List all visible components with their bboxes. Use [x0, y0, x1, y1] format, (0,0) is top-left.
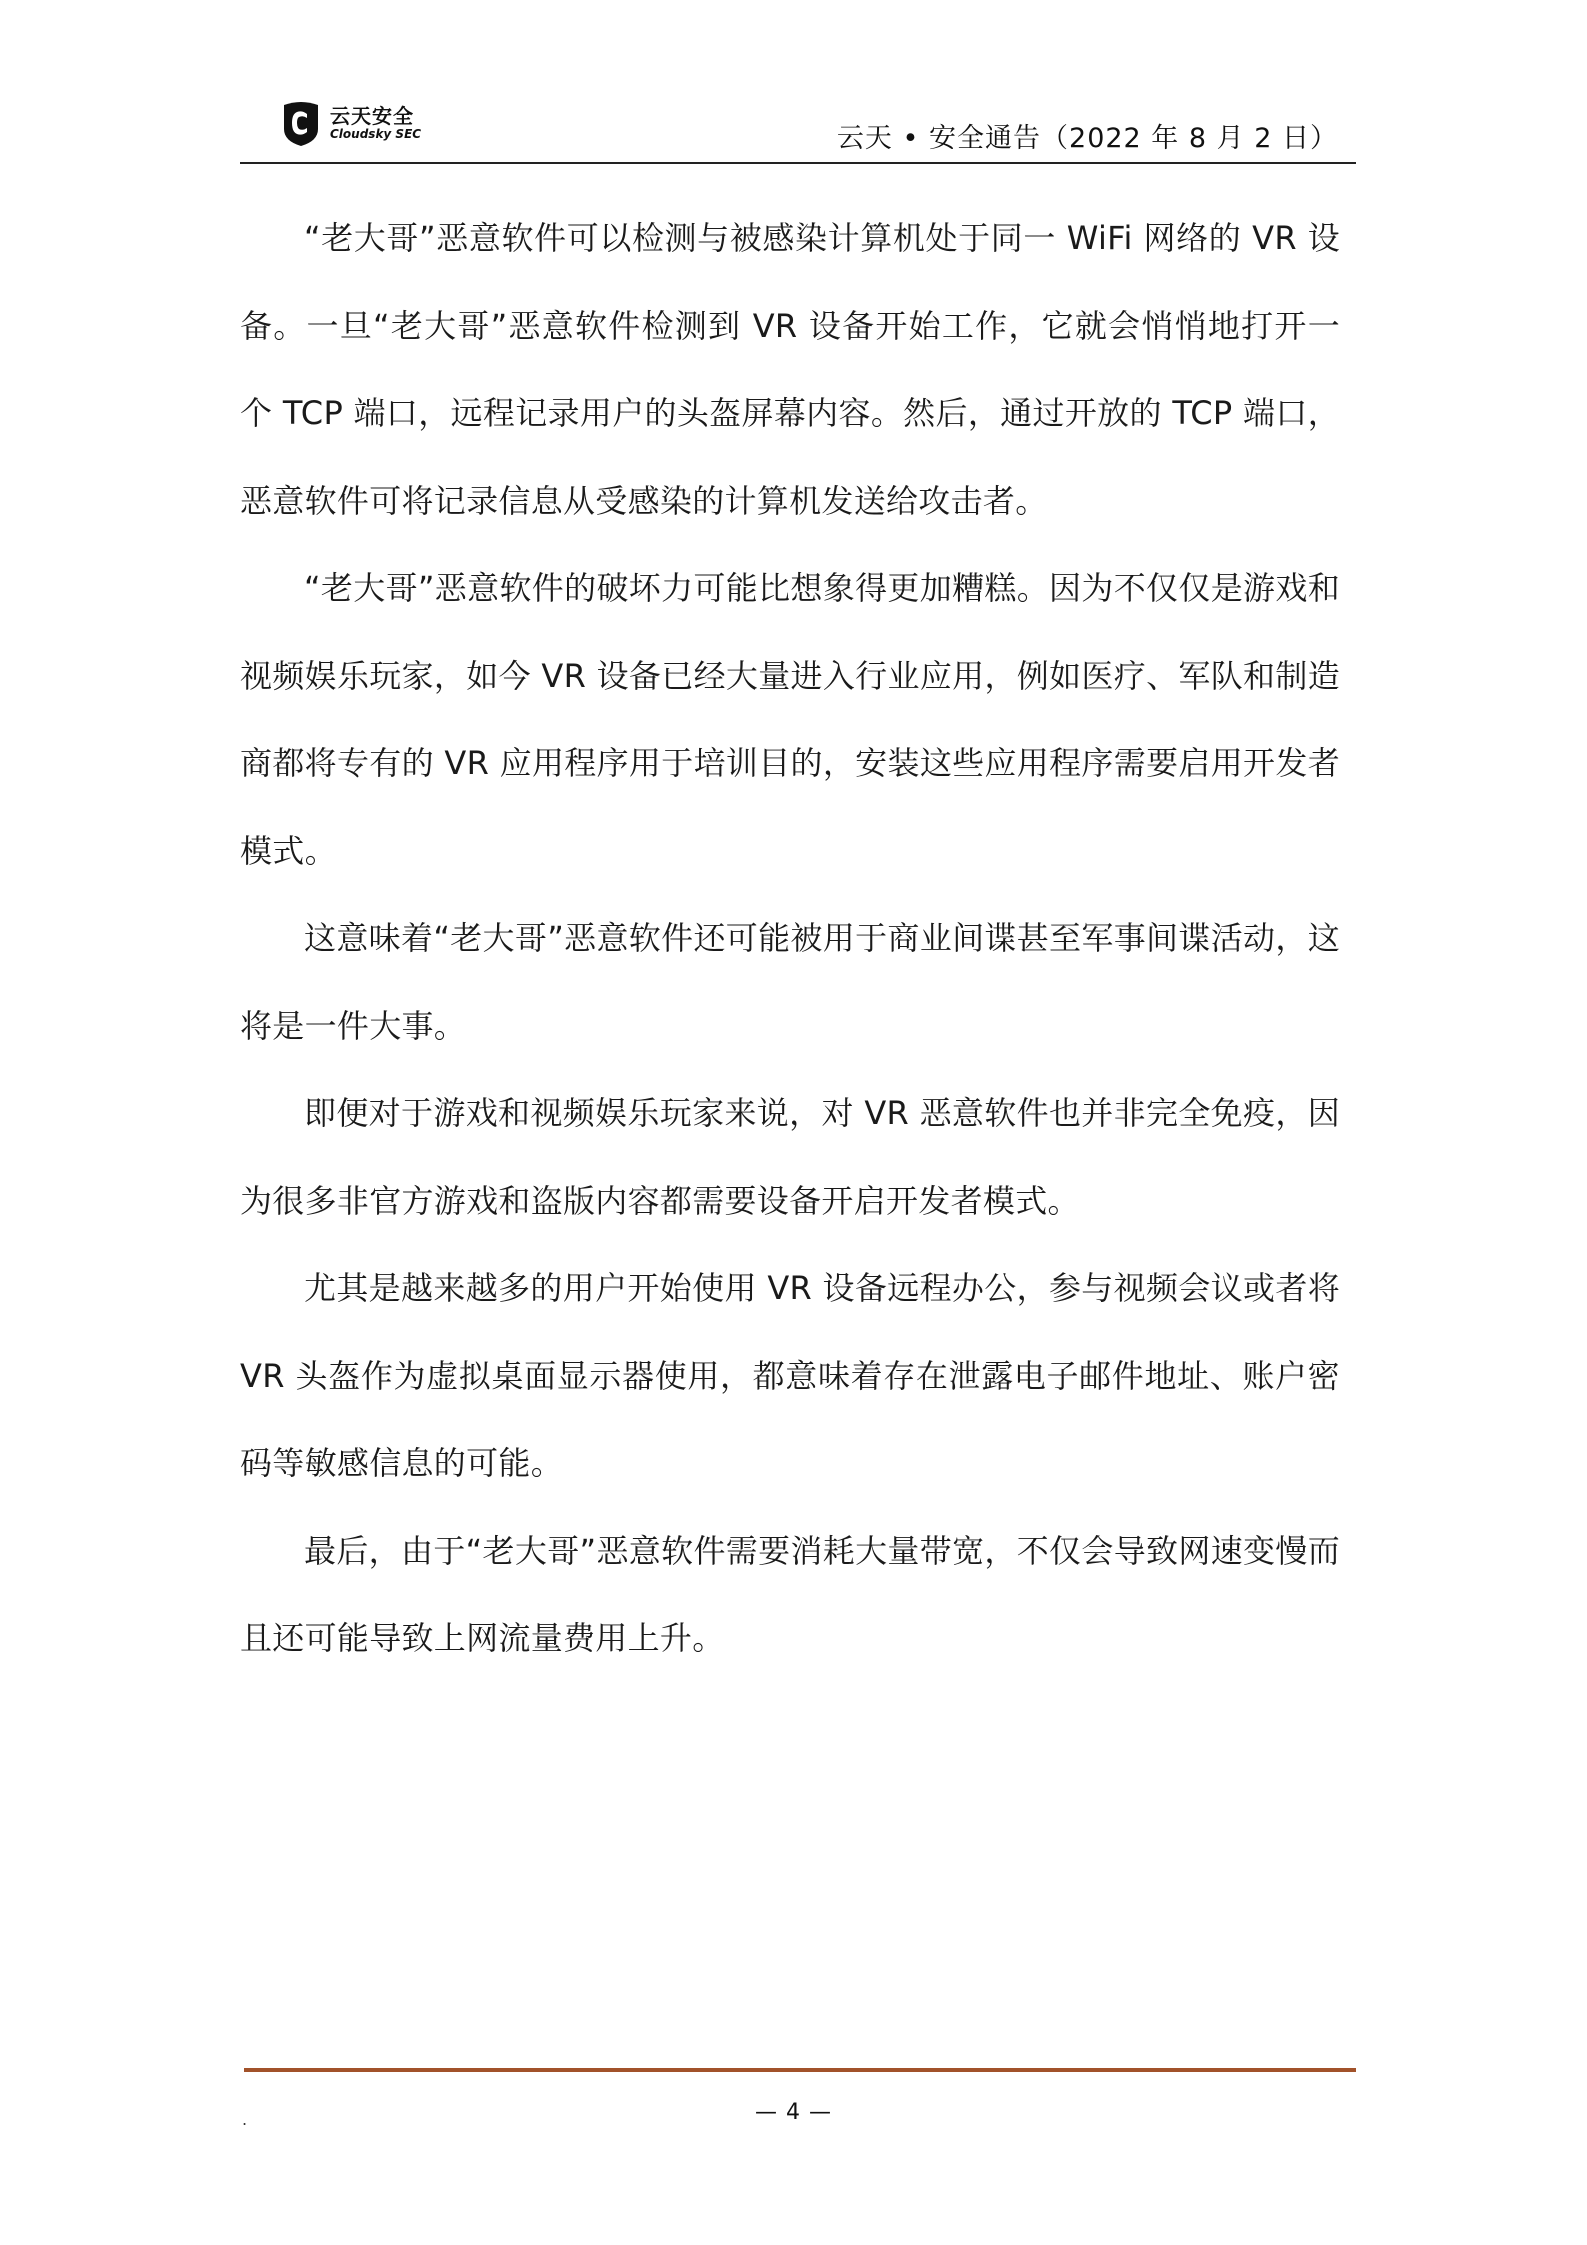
logo-text	[330, 105, 421, 141]
paragraph-3: 这意味着“老大哥”恶意软件还可能被用于商业间谍甚至军事间谍活动，这将是一件大事。	[240, 919, 1340, 1045]
paragraph-2: “老大哥”恶意软件的破坏力可能比想象得更加糟糕。因为不仅仅是游戏和视频娱乐玩家，如今 VR 设备已经大量进入行业应用，例如医疗、军队和制造商都将专有的 VR 应用程序用于培训目的，安装这些应用程序需要启用开发者模式。	[240, 569, 1340, 870]
paragraph-1: “老大哥”恶意软件可以检测与被感染计算机处于同一 WiFi 网络的 VR 设备。一旦“老大哥”恶意软件检测到 VR 设备开始工作，它就会悄悄地打开一个 TCP 端口，远程记录用户的头盔屏幕内容。然后，通过开放的 TCP 端口，恶意软件可将记录信息从受感染的计算机发送给攻击者。	[240, 219, 1340, 520]
footer-dot: .	[242, 2110, 248, 2129]
paragraph-5: 尤其是越来越多的用户开始使用 VR 设备远程办公，参与视频会议或者将 VR 头盔作为虚拟桌面显示器使用，都意味着存在泄露电子邮件地址、账户密码等敏感信息的可能。	[240, 1269, 1340, 1482]
footer-divider	[244, 2068, 1356, 2072]
header-title: 云天 • 安全通告（2022 年 8 月 2 日）	[836, 123, 1338, 154]
cloudsky-shield-logo-icon	[280, 99, 322, 147]
logo-cn-text: 云天安全	[330, 104, 414, 128]
logo	[280, 96, 421, 150]
logo-en-text: Cloudsky SEC	[330, 127, 422, 141]
document-body	[240, 195, 1340, 1683]
page-header	[240, 90, 1356, 164]
paragraph-4: 即便对于游戏和视频娱乐玩家来说，对 VR 恶意软件也并非完全免疫，因为很多非官方游戏和盗版内容都需要设备开启开发者模式。	[240, 1094, 1340, 1220]
page-number: — 4 —	[755, 2100, 832, 2125]
paragraph-6: 最后，由于“老大哥”恶意软件需要消耗大量带宽，不仅会导致网速变慢而且还可能导致上网流量费用上升。	[240, 1531, 1340, 1657]
